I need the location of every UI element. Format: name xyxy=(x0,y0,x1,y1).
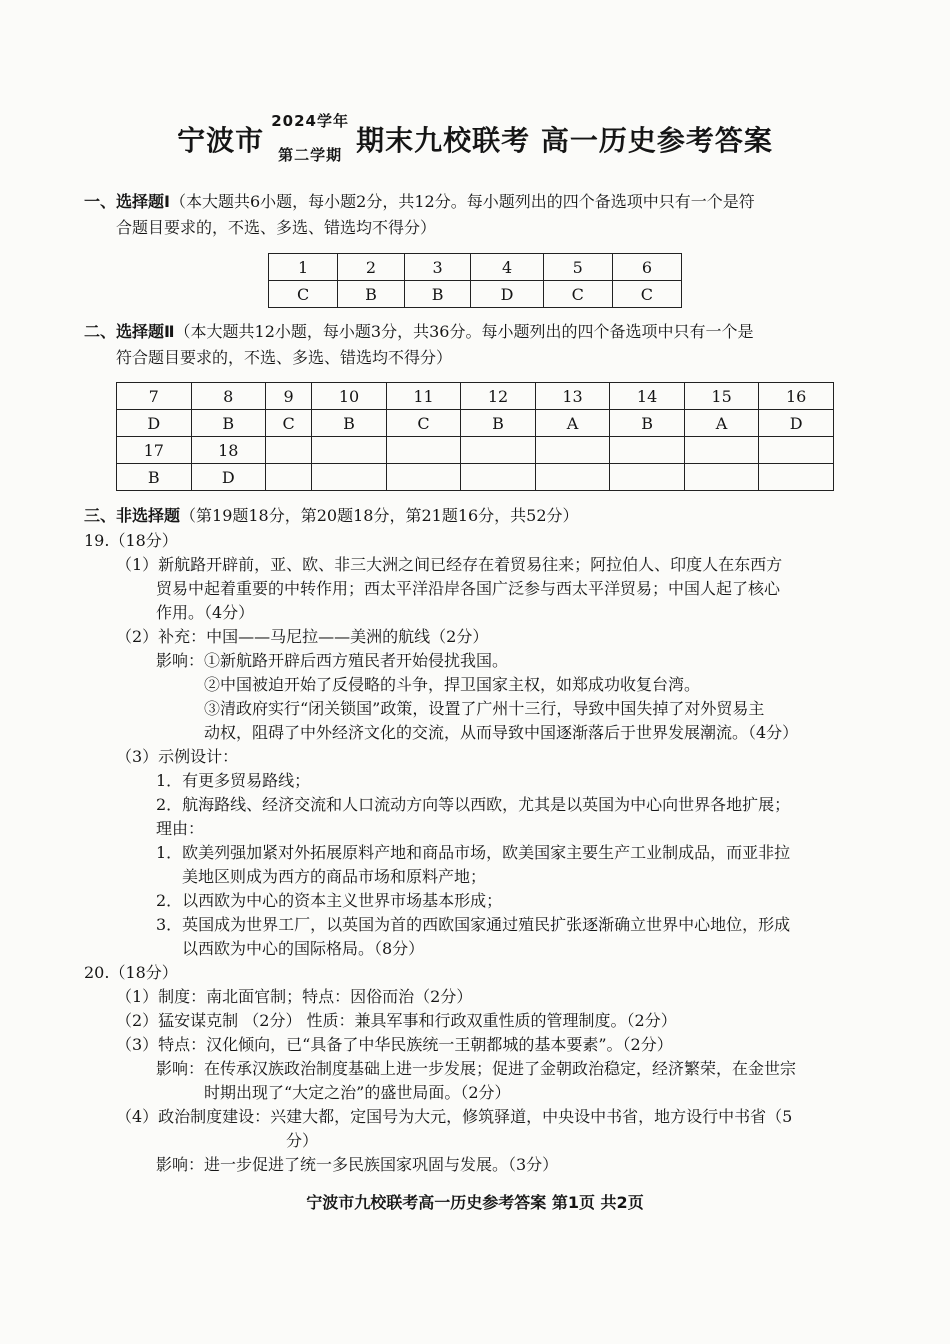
q20-part4-line: 分） xyxy=(286,1131,319,1150)
question-number: 17 xyxy=(117,437,192,464)
answer-cell: C xyxy=(266,410,312,437)
q19-part3-line: 2．以西欧为中心的资本主义世界市场基本形成； xyxy=(156,891,503,910)
q19-part3-line: 美地区则成为西方的商品市场和原料产地； xyxy=(182,867,487,886)
answer-cell: C xyxy=(386,410,461,437)
answer-cell: C xyxy=(612,281,681,308)
question-number: 4 xyxy=(471,254,543,281)
q19-part2-line: 影响：①新航路开辟后西方殖民者开始侵扰我国。 xyxy=(156,651,509,670)
answer-cell: B xyxy=(312,410,387,437)
section2-answer-table xyxy=(116,382,834,491)
answer-cell: D xyxy=(759,410,834,437)
title-semester: 第二学期 xyxy=(278,146,343,164)
section1-answer-table xyxy=(268,253,682,308)
q19-part3-line: 1．有更多贸易路线； xyxy=(156,771,311,790)
page-title xyxy=(0,110,950,168)
empty-cell xyxy=(684,437,759,464)
section3-line xyxy=(84,504,579,528)
table-row xyxy=(117,410,834,437)
question-number: 13 xyxy=(535,383,610,410)
answer-cell: A xyxy=(535,410,610,437)
q20-part2-line: （2）猛安谋克制 （2分） 性质：兼具军事和行政双重性质的管理制度。（2分） xyxy=(116,1011,677,1030)
empty-cell xyxy=(386,437,461,464)
q20-part4-line: （4）政治制度建设：兴建大都，定国号为大元，修筑驿道，中央设中书省，地方设行中书省（5 xyxy=(116,1107,793,1126)
empty-cell xyxy=(535,437,610,464)
q19-part1-line: （1）新航路开辟前，亚、欧、非三大洲之间已经存在着贸易往来；阿拉伯人、印度人在东西方 xyxy=(116,555,783,574)
section2-desc: （本大题共12小题，每小题3分，共36分。每小题列出的四个备选项中只有一个是 xyxy=(174,322,754,341)
q20-part3-line: 时期出现了“大定之治”的盛世局面。（2分） xyxy=(204,1083,511,1102)
answer-cell: D xyxy=(117,410,192,437)
table-row xyxy=(269,281,682,308)
q20-part1-line: （1）制度：南北面官制；特点：因俗而治（2分） xyxy=(116,987,473,1006)
question-number: 7 xyxy=(117,383,192,410)
q19-part3-line: 理由： xyxy=(156,819,205,838)
answer-cell: D xyxy=(191,464,266,491)
q20-part4-line: 影响：进一步促进了统一多民族国家巩固与发展。（3分） xyxy=(156,1155,559,1174)
question-number: 14 xyxy=(610,383,685,410)
answer-cell: B xyxy=(461,410,536,437)
question-number: 1 xyxy=(269,254,338,281)
q20-heading: 20.（18分） xyxy=(84,963,178,982)
empty-cell xyxy=(266,437,312,464)
section2-desc-line2: 符合题目要求的，不选、多选、错选均不得分） xyxy=(116,348,453,367)
answer-cell: B xyxy=(117,464,192,491)
question-number: 12 xyxy=(461,383,536,410)
answer-cell: C xyxy=(543,281,612,308)
section3-heading: 三、非选择题 xyxy=(84,506,181,525)
q19-part3-line: 以西欧为中心的国际格局。（8分） xyxy=(182,939,425,958)
empty-cell xyxy=(312,464,387,491)
answer-cell: A xyxy=(684,410,759,437)
table-row xyxy=(117,437,834,464)
question-number: 3 xyxy=(404,254,471,281)
answer-cell: D xyxy=(471,281,543,308)
table-row xyxy=(117,464,834,491)
empty-cell xyxy=(461,437,536,464)
question-number: 6 xyxy=(612,254,681,281)
q19-part3-line: 2．航海路线、经济交流和人口流动方向等以西欧，尤其是以英国为中心向世界各地扩展； xyxy=(156,795,791,814)
answer-cell: B xyxy=(191,410,266,437)
empty-cell xyxy=(610,464,685,491)
q19-heading: 19.（18分） xyxy=(84,531,178,550)
question-number: 5 xyxy=(543,254,612,281)
answer-cell: B xyxy=(338,281,405,308)
answer-cell: B xyxy=(404,281,471,308)
empty-cell xyxy=(535,464,610,491)
question-number: 9 xyxy=(266,383,312,410)
section3-desc: （第19题18分，第20题18分，第21题16分，共52分） xyxy=(180,506,579,525)
q19-part1-line: 贸易中起着重要的中转作用；西太平洋沿岸各国广泛参与西太平洋贸易；中国人起了核心 xyxy=(156,579,781,598)
empty-cell xyxy=(759,464,834,491)
q19-part3-line: 1．欧美列强加紧对外拓展原料产地和商品市场，欧美国家主要生产工业制成品，而亚非拉 xyxy=(156,843,791,862)
empty-cell xyxy=(312,437,387,464)
section1-heading: 一、选择题Ⅰ xyxy=(84,192,170,211)
section1-desc-line2: 合题目要求的，不选、多选、错选均不得分） xyxy=(116,218,437,237)
title-prefix: 宁波市 xyxy=(177,124,265,157)
question-number: 18 xyxy=(191,437,266,464)
table-row xyxy=(269,254,682,281)
q19-part2-line: ②中国被迫开始了反侵略的斗争，捍卫国家主权，如郑成功收复台湾。 xyxy=(204,675,701,694)
q19-part2-line: （2）补充：中国——马尼拉——美洲的航线（2分） xyxy=(116,627,489,646)
page-footer: 宁波市九校联考高一历史参考答案 第1页 共2页 xyxy=(306,1193,644,1212)
title-term xyxy=(264,110,356,168)
question-number: 8 xyxy=(191,383,266,410)
empty-cell xyxy=(461,464,536,491)
question-number: 15 xyxy=(684,383,759,410)
q19-part3-line: 3．英国成为世界工厂，以英国为首的西欧国家通过殖民扩张逐渐确立世界中心地位，形成 xyxy=(156,915,791,934)
question-number: 11 xyxy=(386,383,461,410)
question-number: 16 xyxy=(759,383,834,410)
q20-part3-line: （3）特点：汉化倾向，已“具备了中华民族统一王朝都城的基本要素”。（2分） xyxy=(116,1035,673,1054)
q19-part3-line: （3）示例设计： xyxy=(116,747,239,766)
question-number: 2 xyxy=(338,254,405,281)
title-year: 2024学年 xyxy=(271,112,349,130)
q19-part1-line: 作用。（4分） xyxy=(156,603,255,622)
title-suffix: 期末九校联考 高一历史参考答案 xyxy=(356,124,773,157)
q19-part2-line: ③清政府实行“闭关锁国”政策，设置了广州十三行，导致中国失掉了对外贸易主 xyxy=(204,699,765,718)
empty-cell xyxy=(266,464,312,491)
empty-cell xyxy=(684,464,759,491)
empty-cell xyxy=(610,437,685,464)
section2-line1 xyxy=(84,320,753,344)
empty-cell xyxy=(386,464,461,491)
empty-cell xyxy=(759,437,834,464)
q19-part2-line: 动权，阻碍了中外经济文化的交流，从而导致中国逐渐落后于世界发展潮流。（4分） xyxy=(204,723,799,742)
section2-heading: 二、选择题Ⅱ xyxy=(84,322,175,341)
question-number: 10 xyxy=(312,383,387,410)
section1-line1 xyxy=(84,190,755,214)
table-row xyxy=(117,383,834,410)
answer-cell: B xyxy=(610,410,685,437)
answer-cell: C xyxy=(269,281,338,308)
q20-part3-line: 影响：在传承汉族政治制度基础上进一步发展；促进了金朝政治稳定，经济繁荣，在金世宗 xyxy=(156,1059,797,1078)
section1-desc: （本大题共6小题，每小题2分，共12分。每小题列出的四个备选项中只有一个是符 xyxy=(169,192,755,211)
